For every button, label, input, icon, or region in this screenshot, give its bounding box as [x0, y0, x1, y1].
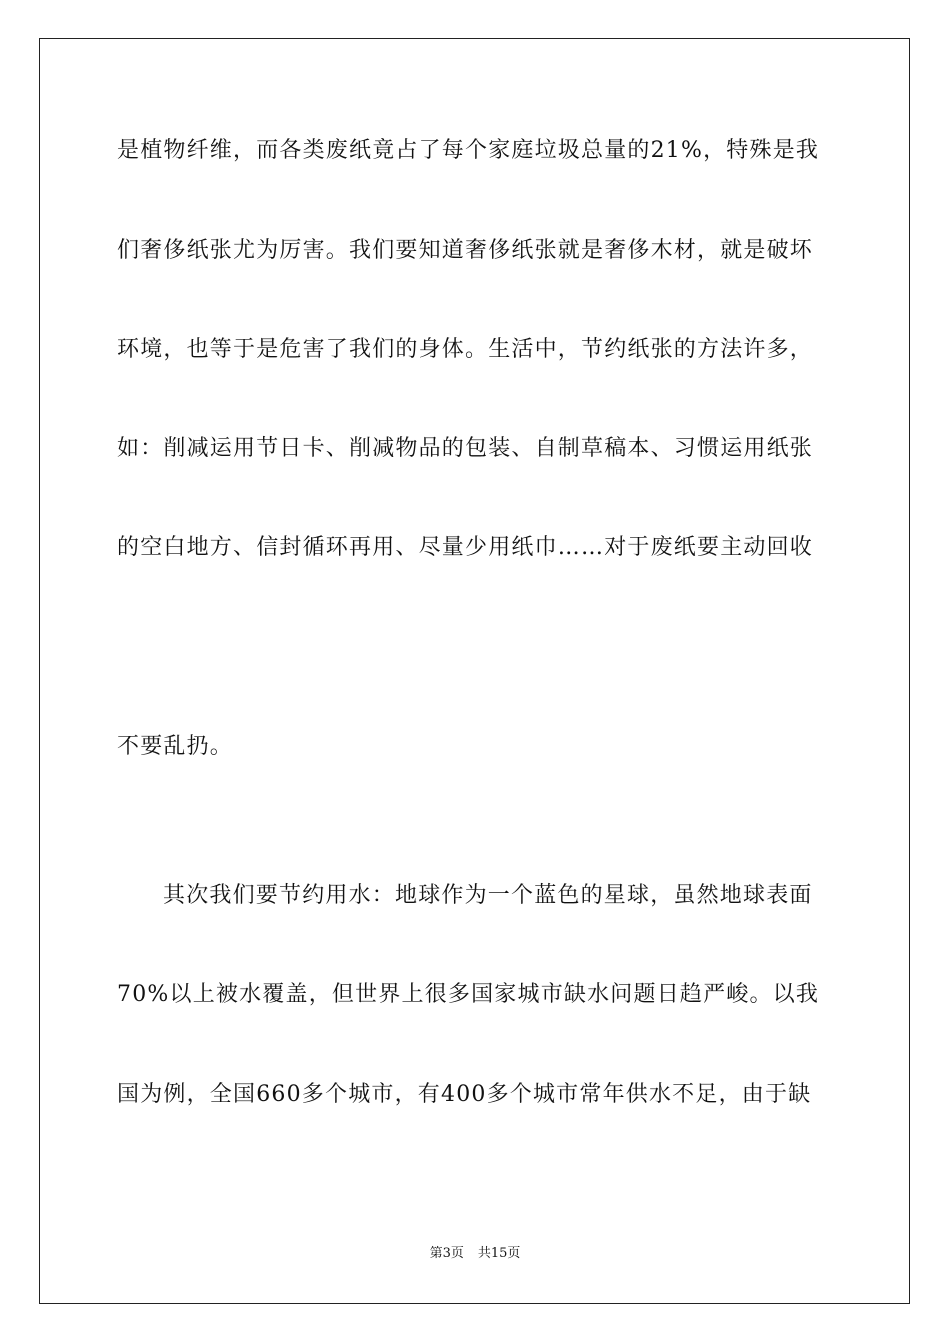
page-number: 第3页: [429, 1246, 464, 1261]
paragraph-line: 国为例，全国660多个城市，有400多个城市常年供水不足，由于缺: [117, 1082, 812, 1107]
paragraph-line: 环境，也等于是危害了我们的身体。生活中，节约纸张的方法许多，: [117, 337, 814, 362]
page-footer: [0, 1245, 950, 1263]
paragraph-line: 们奢侈纸张尤为厉害。我们要知道奢侈纸张就是奢侈木材，就是破坏: [117, 238, 814, 263]
paragraph-line: 其次我们要节约用水：地球作为一个蓝色的星球，虽然地球表面: [163, 883, 813, 908]
paragraph-line: 如：削减运用节日卡、削减物品的包装、自制草稿本、习惯运用纸张: [117, 436, 814, 461]
paragraph-line: 是植物纤维，而各类废纸竟占了每个家庭垃圾总量的21%，特殊是我: [117, 138, 820, 163]
page-total: 共15页: [477, 1246, 521, 1261]
paragraph-line: 的空白地方、信封循环再用、尽量少用纸巾……对于废纸要主动回收: [117, 535, 814, 560]
paragraph-line: 70%以上被水覆盖，但世界上很多国家城市缺水问题日趋严峻。以我: [117, 982, 820, 1007]
paragraph-line: 不要乱扔。: [117, 734, 234, 759]
page-border: [39, 38, 910, 1304]
